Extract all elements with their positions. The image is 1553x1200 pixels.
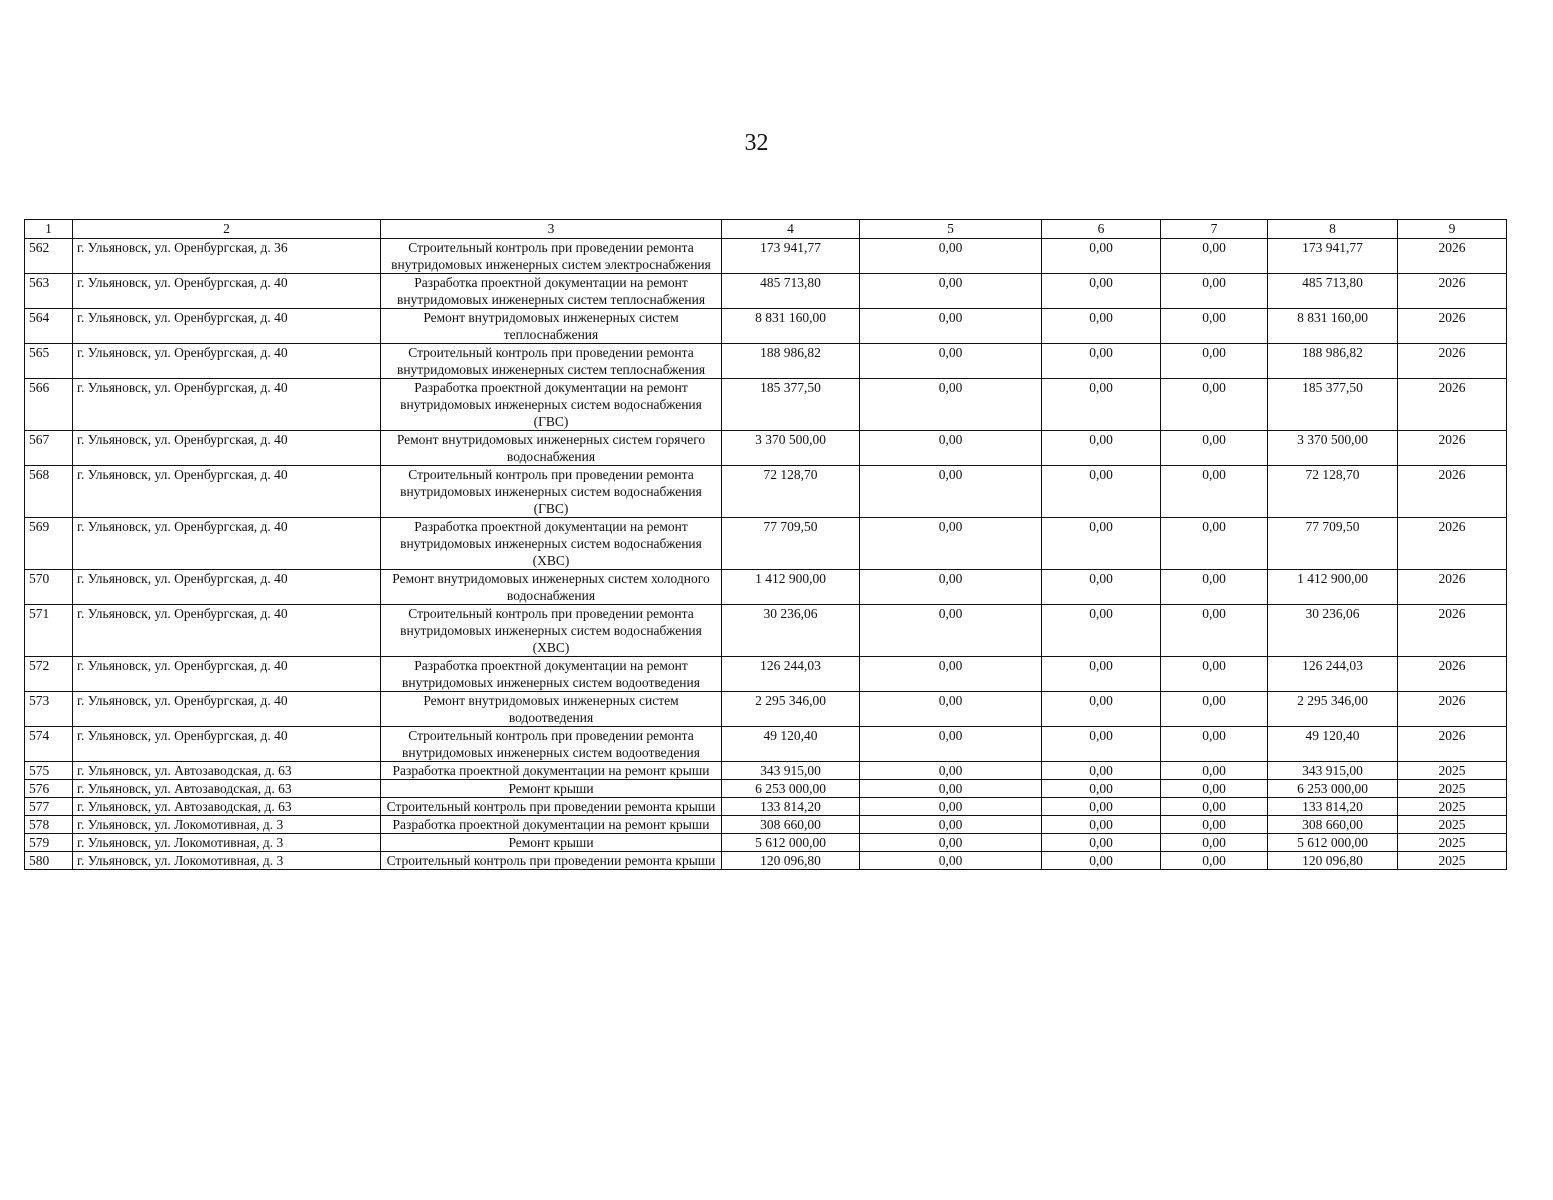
owners-funds-cell: 185 377,50 bbox=[1268, 379, 1398, 431]
table-row bbox=[25, 692, 1507, 727]
row-number-cell: 562 bbox=[25, 239, 73, 274]
owners-funds-cell: 30 236,06 bbox=[1268, 605, 1398, 657]
table-row bbox=[25, 762, 1507, 780]
works-table bbox=[24, 219, 1507, 870]
local-budget-cell: 0,00 bbox=[1161, 852, 1268, 870]
row-number-cell: 564 bbox=[25, 309, 73, 344]
row-number-cell: 577 bbox=[25, 798, 73, 816]
budget-cell: 0,00 bbox=[1042, 518, 1161, 570]
address-cell: г. Ульяновск, ул. Локомотивная, д. 3 bbox=[73, 834, 381, 852]
row-number-cell: 571 bbox=[25, 605, 73, 657]
address-cell: г. Ульяновск, ул. Автозаводская, д. 63 bbox=[73, 798, 381, 816]
table-row bbox=[25, 780, 1507, 798]
year-cell: 2026 bbox=[1398, 657, 1507, 692]
owners-funds-cell: 308 660,00 bbox=[1268, 816, 1398, 834]
total-cost-cell: 185 377,50 bbox=[722, 379, 860, 431]
year-cell: 2025 bbox=[1398, 780, 1507, 798]
fund-cell: 0,00 bbox=[860, 727, 1042, 762]
table-row bbox=[25, 239, 1507, 274]
year-cell: 2026 bbox=[1398, 692, 1507, 727]
total-cost-cell: 72 128,70 bbox=[722, 466, 860, 518]
fund-cell: 0,00 bbox=[860, 274, 1042, 309]
total-cost-cell: 5 612 000,00 bbox=[722, 834, 860, 852]
address-cell: г. Ульяновск, ул. Автозаводская, д. 63 bbox=[73, 762, 381, 780]
work-type-cell: Строительный контроль при проведении ремонта внутридомовых инженерных систем водоснабжения (ХВС) bbox=[381, 605, 722, 657]
fund-cell: 0,00 bbox=[860, 431, 1042, 466]
budget-cell: 0,00 bbox=[1042, 852, 1161, 870]
column-header: 5 bbox=[860, 220, 1042, 239]
budget-cell: 0,00 bbox=[1042, 274, 1161, 309]
budget-cell: 0,00 bbox=[1042, 692, 1161, 727]
total-cost-cell: 49 120,40 bbox=[722, 727, 860, 762]
table-row bbox=[25, 344, 1507, 379]
year-cell: 2026 bbox=[1398, 274, 1507, 309]
total-cost-cell: 77 709,50 bbox=[722, 518, 860, 570]
budget-cell: 0,00 bbox=[1042, 431, 1161, 466]
work-type-cell: Ремонт внутридомовых инженерных систем холодного водоснабжения bbox=[381, 570, 722, 605]
year-cell: 2026 bbox=[1398, 518, 1507, 570]
row-number-cell: 574 bbox=[25, 727, 73, 762]
budget-cell: 0,00 bbox=[1042, 657, 1161, 692]
owners-funds-cell: 8 831 160,00 bbox=[1268, 309, 1398, 344]
owners-funds-cell: 6 253 000,00 bbox=[1268, 780, 1398, 798]
total-cost-cell: 485 713,80 bbox=[722, 274, 860, 309]
year-cell: 2026 bbox=[1398, 309, 1507, 344]
work-type-cell: Ремонт внутридомовых инженерных систем водоотведения bbox=[381, 692, 722, 727]
fund-cell: 0,00 bbox=[860, 309, 1042, 344]
row-number-cell: 568 bbox=[25, 466, 73, 518]
total-cost-cell: 188 986,82 bbox=[722, 344, 860, 379]
year-cell: 2025 bbox=[1398, 852, 1507, 870]
local-budget-cell: 0,00 bbox=[1161, 834, 1268, 852]
fund-cell: 0,00 bbox=[860, 692, 1042, 727]
work-type-cell: Строительный контроль при проведении ремонта крыши bbox=[381, 798, 722, 816]
address-cell: г. Ульяновск, ул. Локомотивная, д. 3 bbox=[73, 816, 381, 834]
local-budget-cell: 0,00 bbox=[1161, 309, 1268, 344]
fund-cell: 0,00 bbox=[860, 798, 1042, 816]
owners-funds-cell: 3 370 500,00 bbox=[1268, 431, 1398, 466]
column-number-row bbox=[25, 220, 1507, 239]
table-row bbox=[25, 852, 1507, 870]
address-cell: г. Ульяновск, ул. Оренбургская, д. 40 bbox=[73, 466, 381, 518]
year-cell: 2026 bbox=[1398, 570, 1507, 605]
local-budget-cell: 0,00 bbox=[1161, 274, 1268, 309]
row-number-cell: 565 bbox=[25, 344, 73, 379]
year-cell: 2025 bbox=[1398, 798, 1507, 816]
year-cell: 2026 bbox=[1398, 431, 1507, 466]
local-budget-cell: 0,00 bbox=[1161, 605, 1268, 657]
owners-funds-cell: 5 612 000,00 bbox=[1268, 834, 1398, 852]
work-type-cell: Строительный контроль при проведении ремонта внутридомовых инженерных систем теплоснабжения bbox=[381, 344, 722, 379]
work-type-cell: Строительный контроль при проведении ремонта крыши bbox=[381, 852, 722, 870]
total-cost-cell: 173 941,77 bbox=[722, 239, 860, 274]
fund-cell: 0,00 bbox=[860, 816, 1042, 834]
year-cell: 2025 bbox=[1398, 816, 1507, 834]
address-cell: г. Ульяновск, ул. Оренбургская, д. 40 bbox=[73, 274, 381, 309]
budget-cell: 0,00 bbox=[1042, 762, 1161, 780]
budget-cell: 0,00 bbox=[1042, 798, 1161, 816]
local-budget-cell: 0,00 bbox=[1161, 727, 1268, 762]
fund-cell: 0,00 bbox=[860, 466, 1042, 518]
row-number-cell: 563 bbox=[25, 274, 73, 309]
address-cell: г. Ульяновск, ул. Оренбургская, д. 40 bbox=[73, 379, 381, 431]
column-header: 6 bbox=[1042, 220, 1161, 239]
table-row bbox=[25, 834, 1507, 852]
local-budget-cell: 0,00 bbox=[1161, 431, 1268, 466]
column-header: 7 bbox=[1161, 220, 1268, 239]
local-budget-cell: 0,00 bbox=[1161, 344, 1268, 379]
year-cell: 2026 bbox=[1398, 605, 1507, 657]
local-budget-cell: 0,00 bbox=[1161, 692, 1268, 727]
budget-cell: 0,00 bbox=[1042, 605, 1161, 657]
address-cell: г. Ульяновск, ул. Оренбургская, д. 40 bbox=[73, 344, 381, 379]
total-cost-cell: 6 253 000,00 bbox=[722, 780, 860, 798]
total-cost-cell: 343 915,00 bbox=[722, 762, 860, 780]
owners-funds-cell: 49 120,40 bbox=[1268, 727, 1398, 762]
address-cell: г. Ульяновск, ул. Оренбургская, д. 40 bbox=[73, 309, 381, 344]
budget-cell: 0,00 bbox=[1042, 379, 1161, 431]
budget-cell: 0,00 bbox=[1042, 239, 1161, 274]
row-number-cell: 573 bbox=[25, 692, 73, 727]
year-cell: 2026 bbox=[1398, 379, 1507, 431]
table-row bbox=[25, 431, 1507, 466]
total-cost-cell: 2 295 346,00 bbox=[722, 692, 860, 727]
address-cell: г. Ульяновск, ул. Оренбургская, д. 40 bbox=[73, 605, 381, 657]
address-cell: г. Ульяновск, ул. Автозаводская, д. 63 bbox=[73, 780, 381, 798]
work-type-cell: Разработка проектной документации на ремонт внутридомовых инженерных систем водоснабжения (ХВС) bbox=[381, 518, 722, 570]
table-row bbox=[25, 727, 1507, 762]
total-cost-cell: 3 370 500,00 bbox=[722, 431, 860, 466]
fund-cell: 0,00 bbox=[860, 834, 1042, 852]
table-row bbox=[25, 816, 1507, 834]
total-cost-cell: 30 236,06 bbox=[722, 605, 860, 657]
table-row bbox=[25, 657, 1507, 692]
table-row bbox=[25, 274, 1507, 309]
budget-cell: 0,00 bbox=[1042, 834, 1161, 852]
work-type-cell: Разработка проектной документации на ремонт внутридомовых инженерных систем теплоснабжения bbox=[381, 274, 722, 309]
address-cell: г. Ульяновск, ул. Оренбургская, д. 40 bbox=[73, 727, 381, 762]
local-budget-cell: 0,00 bbox=[1161, 780, 1268, 798]
table-row bbox=[25, 466, 1507, 518]
work-type-cell: Разработка проектной документации на ремонт крыши bbox=[381, 816, 722, 834]
budget-cell: 0,00 bbox=[1042, 780, 1161, 798]
column-header: 8 bbox=[1268, 220, 1398, 239]
row-number-cell: 566 bbox=[25, 379, 73, 431]
table-body bbox=[25, 239, 1507, 870]
local-budget-cell: 0,00 bbox=[1161, 570, 1268, 605]
fund-cell: 0,00 bbox=[860, 605, 1042, 657]
budget-cell: 0,00 bbox=[1042, 727, 1161, 762]
work-type-cell: Строительный контроль при проведении ремонта внутридомовых инженерных систем водоснабжения (ГВС) bbox=[381, 466, 722, 518]
fund-cell: 0,00 bbox=[860, 379, 1042, 431]
fund-cell: 0,00 bbox=[860, 239, 1042, 274]
column-header: 3 bbox=[381, 220, 722, 239]
fund-cell: 0,00 bbox=[860, 762, 1042, 780]
work-type-cell: Ремонт крыши bbox=[381, 834, 722, 852]
column-header: 2 bbox=[73, 220, 381, 239]
owners-funds-cell: 343 915,00 bbox=[1268, 762, 1398, 780]
owners-funds-cell: 72 128,70 bbox=[1268, 466, 1398, 518]
year-cell: 2025 bbox=[1398, 762, 1507, 780]
owners-funds-cell: 2 295 346,00 bbox=[1268, 692, 1398, 727]
address-cell: г. Ульяновск, ул. Оренбургская, д. 36 bbox=[73, 239, 381, 274]
work-type-cell: Ремонт внутридомовых инженерных систем горячего водоснабжения bbox=[381, 431, 722, 466]
row-number-cell: 578 bbox=[25, 816, 73, 834]
work-type-cell: Ремонт внутридомовых инженерных систем теплоснабжения bbox=[381, 309, 722, 344]
fund-cell: 0,00 bbox=[860, 518, 1042, 570]
budget-cell: 0,00 bbox=[1042, 570, 1161, 605]
budget-cell: 0,00 bbox=[1042, 344, 1161, 379]
local-budget-cell: 0,00 bbox=[1161, 466, 1268, 518]
year-cell: 2026 bbox=[1398, 727, 1507, 762]
year-cell: 2026 bbox=[1398, 344, 1507, 379]
work-type-cell: Строительный контроль при проведении ремонта внутридомовых инженерных систем электроснабжения bbox=[381, 239, 722, 274]
local-budget-cell: 0,00 bbox=[1161, 816, 1268, 834]
total-cost-cell: 120 096,80 bbox=[722, 852, 860, 870]
local-budget-cell: 0,00 bbox=[1161, 239, 1268, 274]
owners-funds-cell: 485 713,80 bbox=[1268, 274, 1398, 309]
owners-funds-cell: 120 096,80 bbox=[1268, 852, 1398, 870]
row-number-cell: 567 bbox=[25, 431, 73, 466]
local-budget-cell: 0,00 bbox=[1161, 798, 1268, 816]
total-cost-cell: 133 814,20 bbox=[722, 798, 860, 816]
total-cost-cell: 1 412 900,00 bbox=[722, 570, 860, 605]
budget-cell: 0,00 bbox=[1042, 309, 1161, 344]
work-type-cell: Разработка проектной документации на ремонт крыши bbox=[381, 762, 722, 780]
address-cell: г. Ульяновск, ул. Локомотивная, д. 3 bbox=[73, 852, 381, 870]
fund-cell: 0,00 bbox=[860, 780, 1042, 798]
work-type-cell: Ремонт крыши bbox=[381, 780, 722, 798]
row-number-cell: 572 bbox=[25, 657, 73, 692]
address-cell: г. Ульяновск, ул. Оренбургская, д. 40 bbox=[73, 570, 381, 605]
table-row bbox=[25, 518, 1507, 570]
column-header: 4 bbox=[722, 220, 860, 239]
row-number-cell: 575 bbox=[25, 762, 73, 780]
owners-funds-cell: 188 986,82 bbox=[1268, 344, 1398, 379]
owners-funds-cell: 77 709,50 bbox=[1268, 518, 1398, 570]
owners-funds-cell: 173 941,77 bbox=[1268, 239, 1398, 274]
table-row bbox=[25, 379, 1507, 431]
budget-cell: 0,00 bbox=[1042, 816, 1161, 834]
total-cost-cell: 126 244,03 bbox=[722, 657, 860, 692]
column-header: 9 bbox=[1398, 220, 1507, 239]
year-cell: 2025 bbox=[1398, 834, 1507, 852]
local-budget-cell: 0,00 bbox=[1161, 379, 1268, 431]
work-type-cell: Строительный контроль при проведении ремонта внутридомовых инженерных систем водоотведения bbox=[381, 727, 722, 762]
owners-funds-cell: 126 244,03 bbox=[1268, 657, 1398, 692]
row-number-cell: 569 bbox=[25, 518, 73, 570]
row-number-cell: 576 bbox=[25, 780, 73, 798]
year-cell: 2026 bbox=[1398, 239, 1507, 274]
fund-cell: 0,00 bbox=[860, 344, 1042, 379]
total-cost-cell: 308 660,00 bbox=[722, 816, 860, 834]
owners-funds-cell: 1 412 900,00 bbox=[1268, 570, 1398, 605]
fund-cell: 0,00 bbox=[860, 657, 1042, 692]
address-cell: г. Ульяновск, ул. Оренбургская, д. 40 bbox=[73, 431, 381, 466]
local-budget-cell: 0,00 bbox=[1161, 657, 1268, 692]
budget-cell: 0,00 bbox=[1042, 466, 1161, 518]
year-cell: 2026 bbox=[1398, 466, 1507, 518]
row-number-cell: 579 bbox=[25, 834, 73, 852]
table-row bbox=[25, 605, 1507, 657]
address-cell: г. Ульяновск, ул. Оренбургская, д. 40 bbox=[73, 657, 381, 692]
local-budget-cell: 0,00 bbox=[1161, 762, 1268, 780]
address-cell: г. Ульяновск, ул. Оренбургская, д. 40 bbox=[73, 518, 381, 570]
page-number: 32 bbox=[744, 130, 769, 156]
address-cell: г. Ульяновск, ул. Оренбургская, д. 40 bbox=[73, 692, 381, 727]
table-row bbox=[25, 570, 1507, 605]
table-row bbox=[25, 798, 1507, 816]
work-type-cell: Разработка проектной документации на ремонт внутридомовых инженерных систем водоотведения bbox=[381, 657, 722, 692]
total-cost-cell: 8 831 160,00 bbox=[722, 309, 860, 344]
work-type-cell: Разработка проектной документации на ремонт внутридомовых инженерных систем водоснабжения (ГВС) bbox=[381, 379, 722, 431]
fund-cell: 0,00 bbox=[860, 852, 1042, 870]
row-number-cell: 580 bbox=[25, 852, 73, 870]
fund-cell: 0,00 bbox=[860, 570, 1042, 605]
column-header: 1 bbox=[25, 220, 73, 239]
row-number-cell: 570 bbox=[25, 570, 73, 605]
owners-funds-cell: 133 814,20 bbox=[1268, 798, 1398, 816]
table-row bbox=[25, 309, 1507, 344]
local-budget-cell: 0,00 bbox=[1161, 518, 1268, 570]
